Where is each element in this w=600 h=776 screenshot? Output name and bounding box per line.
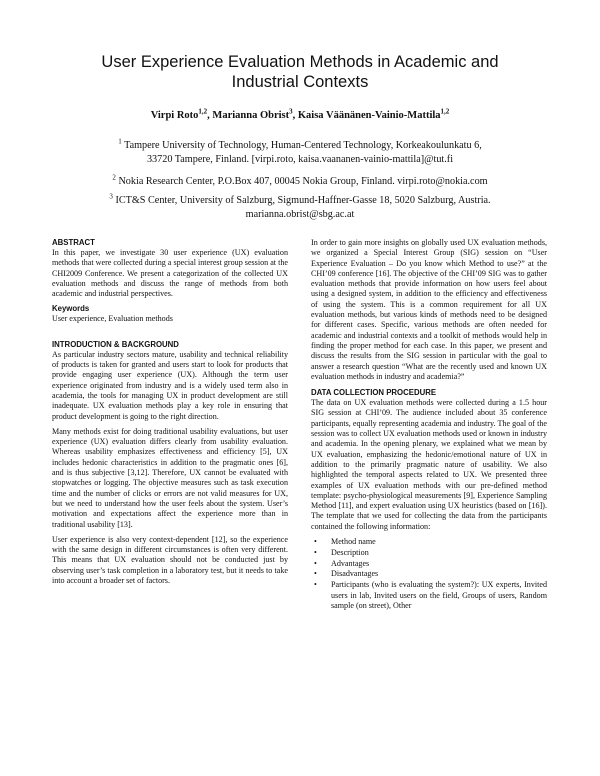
abstract-heading: ABSTRACT (52, 238, 95, 247)
affiliation-3 (40, 194, 560, 221)
list-item (311, 580, 547, 611)
affiliation-1-number: 1 (118, 137, 122, 146)
intro-paragraph-1: As particular industry sectors mature, usability and technical reliability of products is taken for granted and users start to look for products that provide engaging user experience (UX). Although the term user experience originated from industry and is a widely used term also in academia, the tools for managing UX in product development are still inadequate. UX evaluation methods play a key role in ensuring that product development is going to the right direction. (52, 349, 288, 421)
author-2-affil: 3 (289, 107, 293, 116)
data-collection-paragraph: The data on UX evaluation methods were collected during a 1.5 hour SIG session at CHI’09. The audience included about 35 conference participants, equally representing academia and industry. The goal of the session was to collect UX evaluation methods used or known in industry and academia. In the opening plenary, we explained what we mean by UX evaluation, emphasizing the hedonic/emotional nature of UX in addition to the primarily pragmatic nature of usability. We also highlighted the temporal aspects related to UX. We presented three examples of UX evaluation methods with our pre-defined method template: psycho-physiological measurements [9], Experience Sampling Method [11], and expert evaluation using UX heuristics (based on [16]). The template that we used for collecting the data from the participants contained the following information: (311, 398, 547, 531)
bullet-icon: • (314, 537, 317, 547)
affiliation-3-line-2: marianna.obrist@sbg.ac.at (245, 208, 355, 220)
right-column (311, 238, 547, 612)
list-item-text: Disadvantages (331, 569, 379, 579)
affiliation-3-line-1: ICT&S Center, University of Salzburg, Sigmund-Haffner-Gasse 18, 5020 Salzburg, Austria. (115, 195, 491, 206)
author-list (40, 107, 560, 121)
author-2-name: , Marianna Obrist (207, 110, 290, 121)
list-item (311, 548, 547, 558)
list-item (311, 559, 547, 569)
affiliation-3-number: 3 (109, 192, 113, 201)
list-item (311, 537, 547, 547)
bullet-icon: • (314, 558, 317, 568)
bullet-icon: • (314, 547, 317, 557)
affiliation-1 (40, 139, 560, 166)
template-fields-list (311, 537, 547, 611)
left-column (52, 238, 288, 591)
keywords-heading: Keywords (52, 304, 90, 314)
intro-paragraph-4: In order to gain more insights on globally used UX evaluation methods, we organized a Special Interest Group (SIG) session on “User Experience Evaluation – Do you know which Method to use?” at the CHI’09 conference [16]. The objective of the CHI’09 SIG was to gather evaluation methods that provide information on how users feel about using a designed system, in addition to the efficiency and effectiveness of using the system. This is a common requirement for all UX evaluation methods, but various kinds of methods need to be designed for different cases. Specific, various methods are often needed for academic and industrial contexts and a toolkit of methods would help in finding the proper method for each case. In this paper, we present and discuss the results from the SIG session in particular with the goal to answer a research question “What are the recently used and known UX evaluation methods in industry and academia?” (311, 238, 547, 381)
abstract-text: In this paper, we investigate 30 user experience (UX) evaluation methods that were collected during a special interest group session at the CHI2009 Conference. We present a categorization of the collected UX evaluation methods and discuss the range of methods from both academic and industrial perspectives. (52, 248, 288, 299)
affiliation-2-line-1: Nokia Research Center, P.O.Box 407, 00045 Nokia Group, Finland. virpi.roto@nokia.com (118, 176, 488, 187)
title-line-1: User Experience Evaluation Methods in Academic and (101, 53, 499, 71)
data-collection-heading: DATA COLLECTION PROCEDURE (311, 388, 437, 398)
bullet-icon: • (314, 569, 317, 579)
bullet-icon: • (314, 580, 317, 590)
affiliation-2 (40, 175, 560, 189)
author-3-name: , Kaisa Väänänen-Vainio-Mattila (292, 110, 441, 121)
author-3-affil: 1,2 (440, 107, 450, 116)
title-line-2: Industrial Contexts (231, 73, 369, 91)
list-item-text: Description (331, 547, 369, 557)
list-item-text: Participants (who is evaluating the system?): UX experts, Invited users in lab, Invited users on the field, Groups of users, Random sample (on street), Other (331, 580, 547, 610)
intro-paragraph-2: Many methods exist for doing traditional usability evaluations, but user experience (UX) evaluation differs clearly from usability evaluation. Whereas usability emphasizes effectiveness and efficiency [5], UX includes hedonic characteristics in addition to the pragmatic ones [6], and is thus subjective [3,12]. Therefore, UX cannot be evaluated with stopwatches or logging. The objective measures such as task execution time and the number of clicks or errors are not valid measures for UX, but we need to understand how the user feels about the system. User’s motivation and expectations affect the experience more than in traditional usability [13]. (52, 426, 288, 529)
list-item-text: Advantages (331, 558, 370, 568)
author-1-name: Virpi Roto (150, 110, 199, 121)
paper-title (40, 52, 560, 92)
author-1-affil: 1,2 (198, 107, 208, 116)
affiliation-1-line-2: 33720 Tampere, Finland. [virpi.roto, kaisa.vaananen-vainio-mattila]@tut.fi (146, 153, 454, 165)
list-item-text: Method name (331, 537, 376, 547)
affiliation-2-number: 2 (112, 173, 116, 182)
keywords-text: User experience, Evaluation methods (52, 314, 173, 324)
intro-paragraph-3: User experience is also very context-dependent [12], so the experience with the same design in different circumstances is often very different. This means that UX evaluation should not be conducted just by observing user’s task completion in a laboratory test, but it needs to take into account a broader set of factors. (52, 534, 288, 586)
affiliation-1-line-1: Tampere University of Technology, Human-Centered Technology, Korkeakoulunkatu 6, (124, 140, 482, 151)
list-item (311, 569, 547, 579)
intro-heading: INTRODUCTION & BACKGROUND (52, 339, 179, 349)
